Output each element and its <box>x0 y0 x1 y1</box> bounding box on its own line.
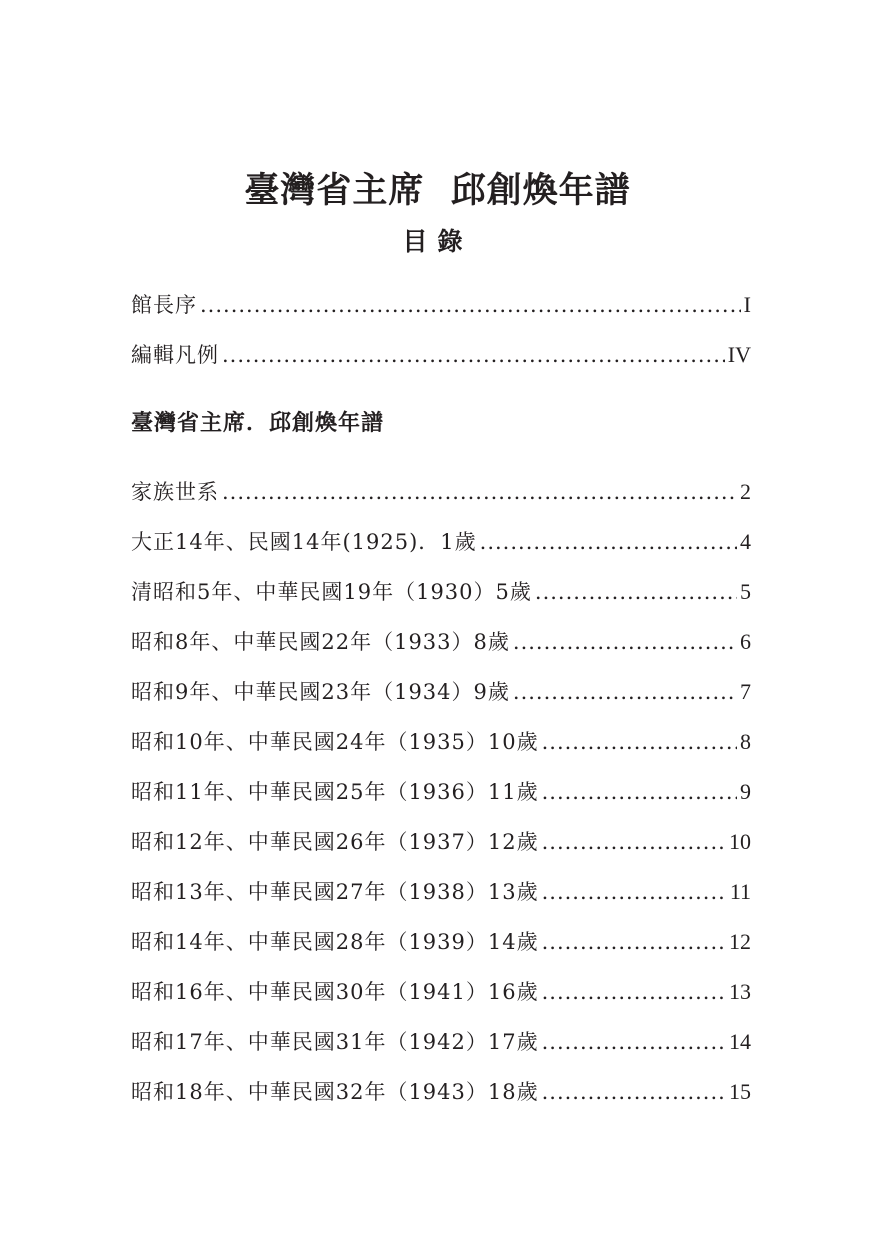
toc-entry-label: 館長序 <box>131 293 197 317</box>
toc-entry[interactable] <box>131 576 751 606</box>
dot-leader <box>542 980 726 1004</box>
toc-entry-label: 清昭和5年、中華民國19年（1930）5歲 <box>131 580 532 604</box>
dot-leader <box>542 1080 726 1104</box>
dot-leader <box>542 730 737 754</box>
toc-entry-label: 昭和16年、中華民國30年（1941）16歲 <box>131 980 539 1004</box>
toc-entry-page: 14 <box>729 1029 751 1054</box>
toc-entry[interactable] <box>131 626 751 656</box>
toc-entry-label: 昭和12年、中華民國26年（1937）12歲 <box>131 830 539 854</box>
toc-entry-label: 昭和14年、中華民國28年（1939）14歲 <box>131 930 539 954</box>
toc-entry-page: 13 <box>729 979 751 1004</box>
toc-entry-label: 昭和9年、中華民國23年（1934）9歲 <box>131 680 510 704</box>
toc-entry-page: 7 <box>740 679 751 704</box>
toc-entry[interactable] <box>131 526 751 556</box>
toc-entry-label: 昭和17年、中華民國31年（1942）17歲 <box>131 1030 539 1054</box>
toc-entry-page: 10 <box>729 829 751 854</box>
dot-leader <box>200 293 741 317</box>
dot-leader <box>480 530 737 554</box>
toc-entry-label: 昭和10年、中華民國24年（1935）10歲 <box>131 730 539 754</box>
toc-entry[interactable] <box>131 726 751 756</box>
toc-entry[interactable] <box>131 1076 751 1106</box>
toc-entry[interactable] <box>131 976 751 1006</box>
toc-entry-preface[interactable] <box>131 289 751 319</box>
dot-leader <box>222 480 737 504</box>
toc-entry-label: 家族世系 <box>131 480 219 504</box>
toc-entry-page: 11 <box>729 879 751 904</box>
toc-entry[interactable] <box>131 676 751 706</box>
dot-leader <box>542 880 727 904</box>
toc-entry-page: 4 <box>740 529 751 554</box>
dot-leader <box>542 830 726 854</box>
toc-entry[interactable] <box>131 1026 751 1056</box>
toc-entry-page: I <box>743 292 751 317</box>
toc-entry-page: 12 <box>729 929 751 954</box>
toc-entry[interactable] <box>131 476 751 506</box>
toc-entry-page: 8 <box>740 729 751 754</box>
toc-entry[interactable] <box>131 926 751 956</box>
dot-leader <box>542 1030 726 1054</box>
toc-entry-page: 15 <box>729 1079 751 1104</box>
dot-leader <box>542 930 726 954</box>
toc-entry[interactable] <box>131 876 751 906</box>
page-subtitle: 目錄 <box>402 227 473 256</box>
toc-entry-page: 9 <box>740 779 751 804</box>
toc-entry-page: 2 <box>740 479 751 504</box>
toc-entry-label: 昭和18年、中華民國32年（1943）18歲 <box>131 1080 539 1104</box>
toc-entry-label: 昭和11年、中華民國25年（1936）11歲 <box>131 780 539 804</box>
dot-leader <box>222 343 725 367</box>
toc-entry-label: 大正14年、民國14年(1925)．1歲 <box>131 530 477 554</box>
section-heading: 臺灣省主席．邱創煥年譜 <box>131 410 385 436</box>
toc-entry[interactable] <box>131 776 751 806</box>
dot-leader <box>542 780 737 804</box>
page-title: 臺灣省主席 邱創煥年譜 <box>244 170 631 211</box>
toc-entry-page: IV <box>727 342 751 367</box>
toc-entry-label: 編輯凡例 <box>131 343 219 367</box>
toc-entry-page: 5 <box>740 579 751 604</box>
dot-leader <box>513 680 737 704</box>
dot-leader <box>513 630 737 654</box>
toc-entry-page: 6 <box>740 629 751 654</box>
toc-entry-editorial-notes[interactable] <box>131 339 751 369</box>
toc-entry-label: 昭和8年、中華民國22年（1933）8歲 <box>131 630 510 654</box>
dot-leader <box>535 580 737 604</box>
toc-entry-label: 昭和13年、中華民國27年（1938）13歲 <box>131 880 539 904</box>
toc-entry[interactable] <box>131 826 751 856</box>
